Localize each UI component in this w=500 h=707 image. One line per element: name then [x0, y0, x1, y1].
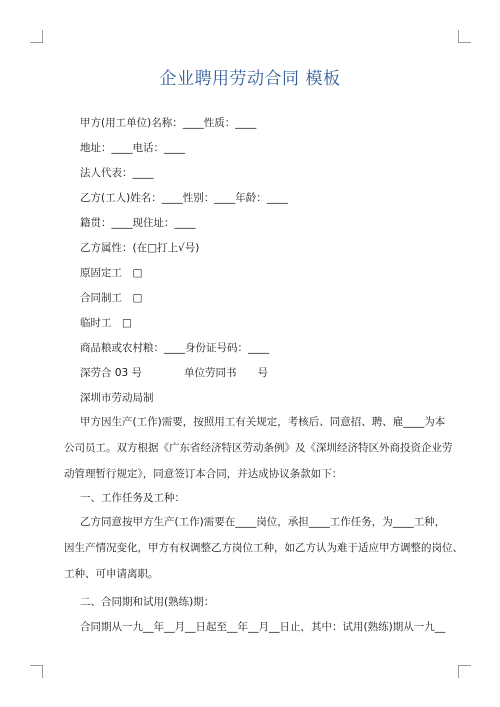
field-contract-no: 深劳合 03 号 单位劳同书 号	[80, 367, 269, 379]
option-fixed-worker: 原固定工 □	[80, 267, 143, 279]
option-contract-worker: 合同制工 □	[80, 292, 143, 304]
option-temp-worker: 临时工 □	[80, 317, 132, 329]
field-grain-id: 商品粮或农村粮：____身份证号码：____	[80, 342, 269, 354]
paragraph-line: 工种、可申请离职。	[64, 568, 159, 580]
document-title: 企业聘用劳动合同 模板	[159, 69, 341, 89]
field-party-b-attr: 乙方属性：(在□打上√号)	[80, 242, 200, 254]
field-origin: 籍贯：____现住址：____	[80, 217, 196, 229]
paragraph-line: 因生产情况变化，甲方有权调整乙方岗位工种，如乙方认为难于适应甲方调整的岗位、	[64, 542, 463, 554]
field-legal-rep: 法人代表：____	[80, 167, 154, 179]
paragraph-line: 乙方同意按甲方生产(工作)需要在____岗位，承担____工作任务，为____工种，	[80, 516, 446, 528]
field-party-a-name: 甲方(用工单位)名称：____性质：____	[80, 117, 257, 129]
section-heading-1: 一、工作任务及工种：	[80, 492, 185, 504]
crop-mark-bottom-left	[30, 665, 43, 678]
field-party-b-name: 乙方(工人)姓名：____性别：____年龄：____	[80, 192, 288, 204]
paragraph-line: 甲方因生产(工作)需要，按照用工有关规定，考核后、同意招、聘、雇____为本	[80, 416, 446, 428]
paragraph-line: 公司员工。双方根据《广东省经济特区劳动条例》及《深圳经济特区外商投资企业劳	[64, 442, 453, 454]
paragraph-tasks	[64, 509, 463, 587]
paragraph-intro	[64, 409, 453, 487]
paragraph-contract-period: 合同期从一九__年__月__日起至__年__月__日止，其中：试用(熟练)期从一九__	[80, 621, 446, 633]
field-address: 地址：____电话：____	[80, 142, 185, 154]
field-issuer: 深圳市劳动局制	[80, 392, 154, 404]
paragraph-line: 动管理暂行规定》，同意签订本合同，并达成协议条款如下：	[64, 468, 343, 480]
crop-mark-top-right	[458, 30, 471, 43]
crop-mark-top-left	[30, 30, 43, 43]
section-heading-2: 二、合同期和试用(熟练)期：	[80, 596, 215, 608]
crop-mark-bottom-right	[458, 665, 471, 678]
